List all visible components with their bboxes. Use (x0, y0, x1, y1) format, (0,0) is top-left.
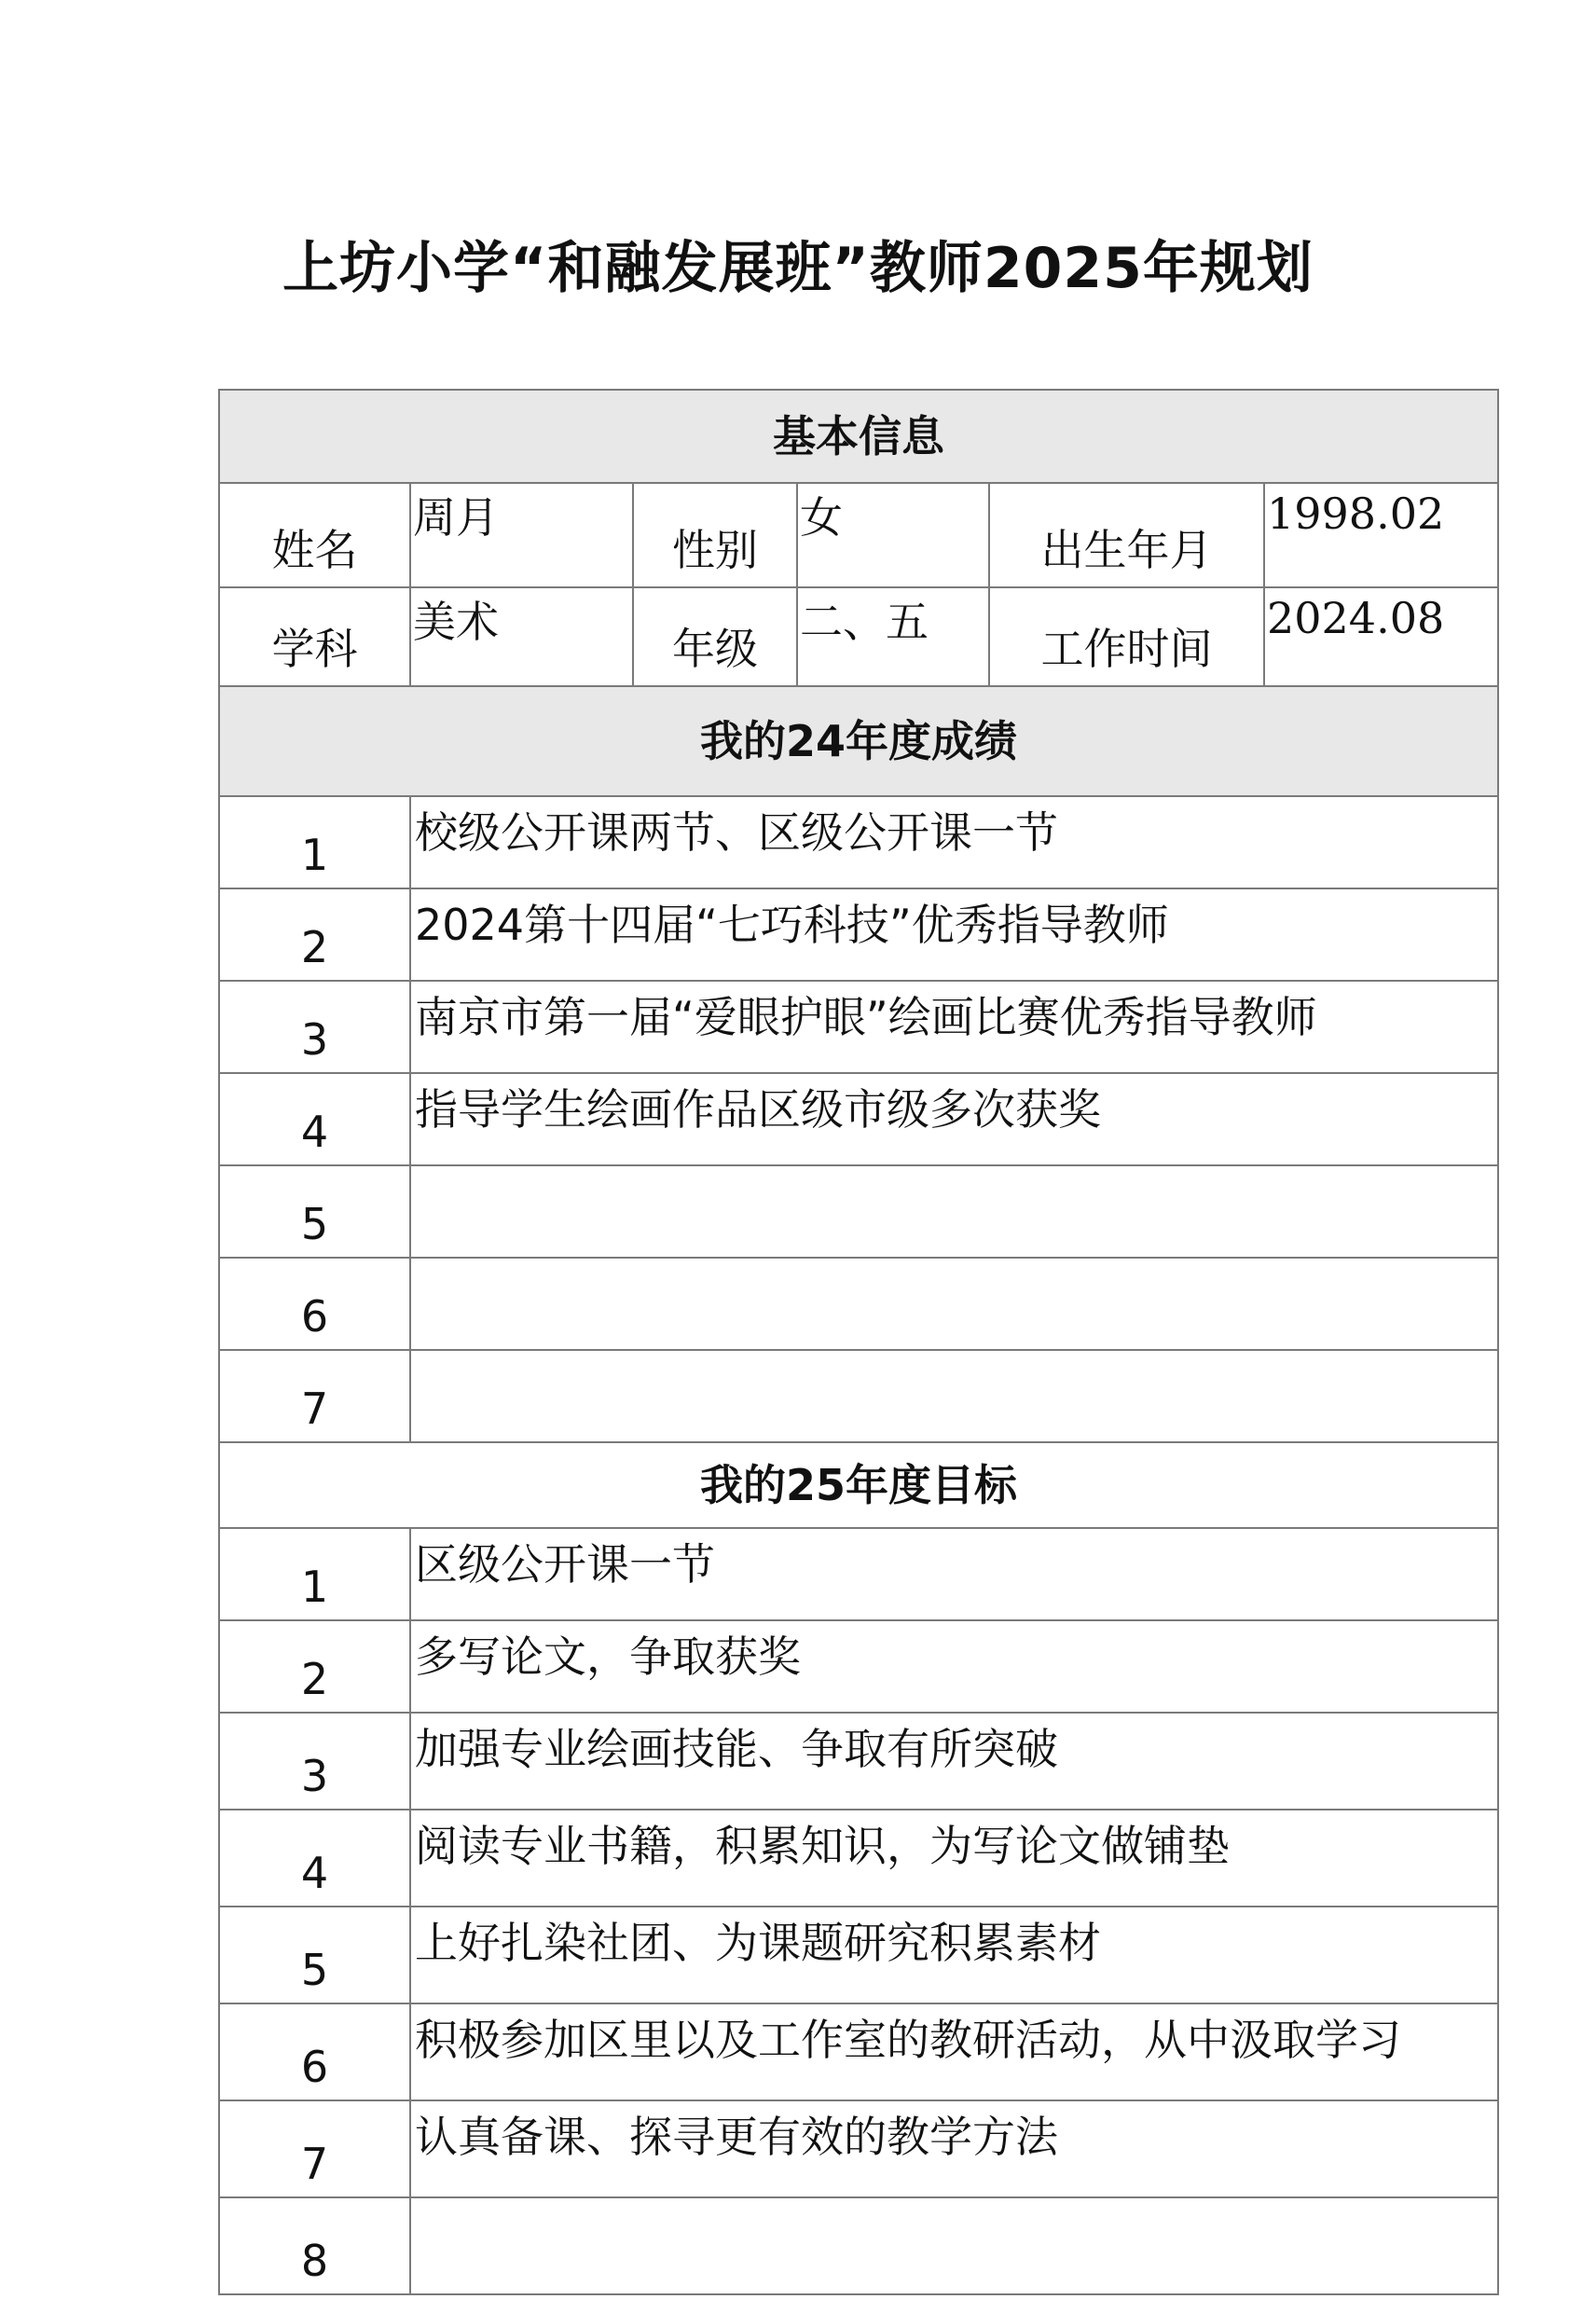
table-row (219, 796, 1498, 888)
row-text (410, 1165, 1498, 1258)
row-number: 3 (219, 981, 410, 1073)
row-text (410, 1258, 1498, 1350)
table-row (219, 1350, 1498, 1442)
value-name: 周月 (410, 483, 633, 587)
row-text (410, 1350, 1498, 1442)
table-row (219, 2003, 1498, 2100)
table-row (219, 981, 1498, 1073)
table-row (219, 1810, 1498, 1907)
plan-table (218, 389, 1499, 2295)
label-work-time: 工作时间 (989, 587, 1264, 686)
table-row (219, 2100, 1498, 2197)
label-name: 姓名 (219, 483, 410, 587)
row-text: 南京市第一届“爱眼护眼”绘画比赛优秀指导教师 (410, 981, 1498, 1073)
section-header-goals (219, 1442, 1498, 1528)
section-title: 我的25年度目标 (219, 1442, 1498, 1528)
table-row (219, 1258, 1498, 1350)
row-number: 4 (219, 1810, 410, 1907)
table-row (219, 1713, 1498, 1810)
row-text: 阅读专业书籍，积累知识，为写论文做铺垫 (410, 1810, 1498, 1907)
row-number: 1 (219, 796, 410, 888)
row-number: 6 (219, 1258, 410, 1350)
row-number: 7 (219, 2100, 410, 2197)
value-gender: 女 (797, 483, 989, 587)
label-grade: 年级 (633, 587, 797, 686)
table-row (219, 1165, 1498, 1258)
table-row (219, 1073, 1498, 1165)
section-header-basic-info (219, 390, 1498, 483)
info-row (219, 587, 1498, 686)
row-number: 2 (219, 888, 410, 981)
page-title: 上坊小学“和融发展班”教师2025年规划 (282, 236, 1314, 301)
value-work-time: 2024.08 (1264, 587, 1498, 686)
row-number: 4 (219, 1073, 410, 1165)
section-title: 基本信息 (219, 390, 1498, 483)
value-grade: 二、五 (797, 587, 989, 686)
row-number: 2 (219, 1620, 410, 1713)
info-row (219, 483, 1498, 587)
table-row (219, 1907, 1498, 2003)
section-header-achievements (219, 686, 1498, 796)
row-number: 7 (219, 1350, 410, 1442)
row-text: 认真备课、探寻更有效的教学方法 (410, 2100, 1498, 2197)
row-text: 区级公开课一节 (410, 1528, 1498, 1620)
row-number: 5 (219, 1165, 410, 1258)
row-text: 校级公开课两节、区级公开课一节 (410, 796, 1498, 888)
row-number: 8 (219, 2197, 410, 2294)
row-text: 2024第十四届“七巧科技”优秀指导教师 (410, 888, 1498, 981)
row-text: 指导学生绘画作品区级市级多次获奖 (410, 1073, 1498, 1165)
label-gender: 性别 (633, 483, 797, 587)
table-row (219, 1620, 1498, 1713)
table-row (219, 2197, 1498, 2294)
table-row (219, 1528, 1498, 1620)
row-text: 加强专业绘画技能、争取有所突破 (410, 1713, 1498, 1810)
table-row (219, 888, 1498, 981)
row-text: 积极参加区里以及工作室的教研活动，从中汲取学习 (410, 2003, 1498, 2100)
value-subject: 美术 (410, 587, 633, 686)
row-number: 3 (219, 1713, 410, 1810)
row-number: 5 (219, 1907, 410, 2003)
row-text: 上好扎染社团、为课题研究积累素材 (410, 1907, 1498, 2003)
row-text: 多写论文，争取获奖 (410, 1620, 1498, 1713)
section-title: 我的24年度成绩 (219, 686, 1498, 796)
label-birth: 出生年月 (989, 483, 1264, 587)
row-number: 6 (219, 2003, 410, 2100)
value-birth: 1998.02 (1264, 483, 1498, 587)
row-text (410, 2197, 1498, 2294)
label-subject: 学科 (219, 587, 410, 686)
row-number: 1 (219, 1528, 410, 1620)
